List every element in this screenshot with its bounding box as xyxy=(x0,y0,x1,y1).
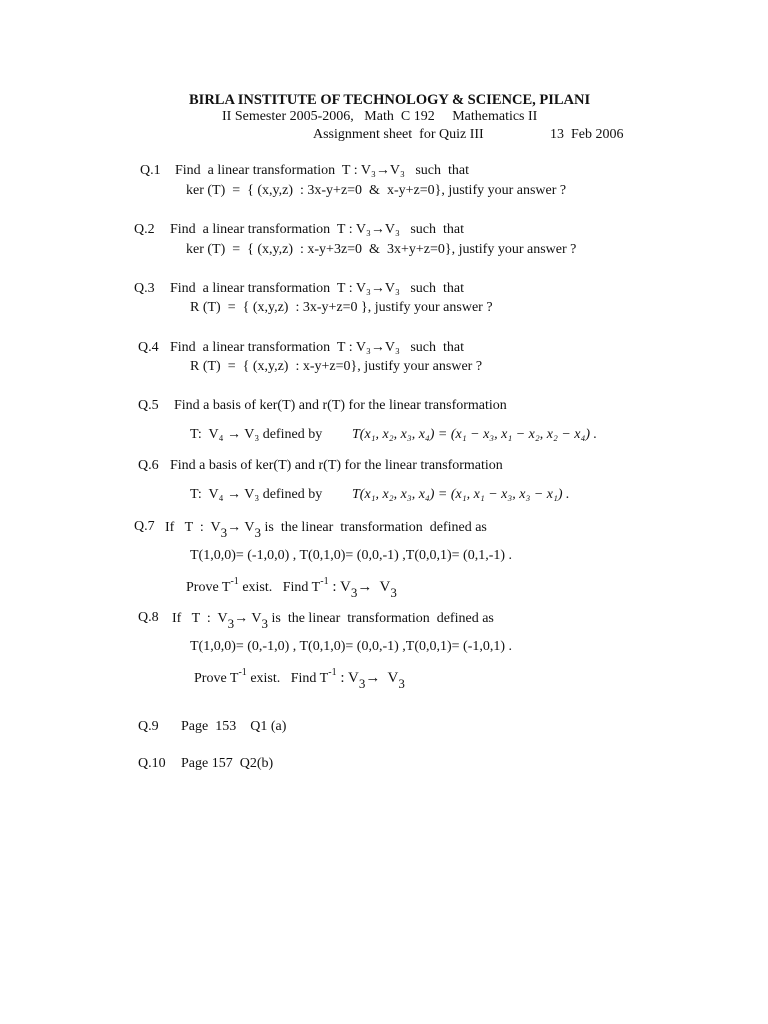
subscript: 3 xyxy=(358,676,366,691)
question-number: Q.8 xyxy=(138,610,159,625)
subscript: 3 xyxy=(398,676,405,691)
assignment-title: Assignment sheet for Quiz III xyxy=(313,127,484,142)
text: If T : V xyxy=(165,520,221,535)
question-condition: R (T) = { (x,y,z) : 3x-y+z=0 }, justify your answer ? xyxy=(190,300,493,315)
text: V xyxy=(248,611,262,626)
subscript: 3 xyxy=(261,616,268,631)
question-text: Find a basis of ker(T) and r(T) for the linear transformation xyxy=(170,458,503,473)
subscript: 3 xyxy=(390,585,397,600)
text: : V xyxy=(336,670,359,686)
inverse-prompt xyxy=(194,669,405,689)
mapping-formula: T(x₁, x₂, x₃, x₄) = (x₁, x₁ − x₃, x₃ − x₁) . xyxy=(352,487,570,502)
text: is the linear transformation defined as xyxy=(267,611,494,626)
text: Prove T xyxy=(186,580,231,595)
subscript: 3 xyxy=(227,616,235,631)
question-text: Find a linear transformation T : V₃→V₃ such that xyxy=(170,340,464,355)
subscript: 3 xyxy=(254,525,261,540)
question-text: Find a linear transformation T : V₃→V₃ such that xyxy=(170,222,464,237)
text: V xyxy=(241,520,255,535)
question-number: Q.1 xyxy=(140,163,161,178)
text: Prove T xyxy=(194,671,239,686)
mapping-text: T: V₄ → V₃ defined by xyxy=(190,427,323,442)
arrow-icon: → xyxy=(234,611,249,626)
superscript: -1 xyxy=(238,667,247,678)
text: → V xyxy=(357,579,391,595)
question-text: Page 157 Q2(b) xyxy=(181,756,274,771)
superscript: -1 xyxy=(328,667,337,678)
question-number: Q.7 xyxy=(134,519,155,534)
text: exist. Find T xyxy=(238,580,321,595)
text: is the linear transformation defined as xyxy=(260,520,487,535)
text: exist. Find T xyxy=(246,671,329,686)
institute-title: BIRLA INSTITUTE OF TECHNOLOGY & SCIENCE, PILANI xyxy=(189,92,591,108)
question-number: Q.3 xyxy=(134,281,155,296)
inverse-prompt xyxy=(186,578,397,598)
question-number: Q.10 xyxy=(138,756,166,771)
question-text: Find a linear transformation T : V₃→V₃ such that xyxy=(175,163,469,178)
text: → V xyxy=(365,670,399,686)
transformation-values: T(1,0,0)= (0,-1,0) , T(0,1,0)= (0,0,-1) ,T(0,0,1)= (-1,0,1) . xyxy=(190,639,513,654)
question-text: Find a basis of ker(T) and r(T) for the linear transformation xyxy=(174,398,507,413)
question-number: Q.4 xyxy=(138,340,159,355)
assignment-date: 13 Feb 2006 xyxy=(550,127,624,142)
mapping-formula: T(x₁, x₂, x₃, x₄) = (x₁ − x₃, x₁ − x₂, x₂ − x₄) . xyxy=(352,427,598,442)
question-number: Q.9 xyxy=(138,719,159,734)
question-number: Q.6 xyxy=(138,458,159,473)
question-condition: ker (T) = { (x,y,z) : 3x-y+z=0 & x-y+z=0}, justify your answer ? xyxy=(186,183,567,198)
mapping-text: T: V₄ → V₃ defined by xyxy=(190,487,323,502)
transformation-values: T(1,0,0)= (-1,0,0) , T(0,1,0)= (0,0,-1) ,T(0,0,1)= (0,1,-1) . xyxy=(190,548,513,563)
arrow-icon: → xyxy=(227,520,242,535)
subscript: 3 xyxy=(350,585,358,600)
question-text xyxy=(165,518,487,540)
question-text: Find a linear transformation T : V₃→V₃ such that xyxy=(170,281,464,296)
subscript: 3 xyxy=(220,525,228,540)
superscript: -1 xyxy=(230,576,239,587)
text: If T : V xyxy=(172,611,228,626)
question-text: Page 153 Q1 (a) xyxy=(181,719,287,734)
question-number: Q.5 xyxy=(138,398,159,413)
semester-line: II Semester 2005-2006, Math C 192 Mathematics II xyxy=(222,109,538,124)
question-text xyxy=(172,609,494,631)
question-condition: ker (T) = { (x,y,z) : x-y+3z=0 & 3x+y+z=0}, justify your answer ? xyxy=(186,242,577,257)
question-number: Q.2 xyxy=(134,222,155,237)
superscript: -1 xyxy=(320,576,329,587)
text: : V xyxy=(328,579,351,595)
question-condition: R (T) = { (x,y,z) : x-y+z=0}, justify your answer ? xyxy=(190,359,483,374)
